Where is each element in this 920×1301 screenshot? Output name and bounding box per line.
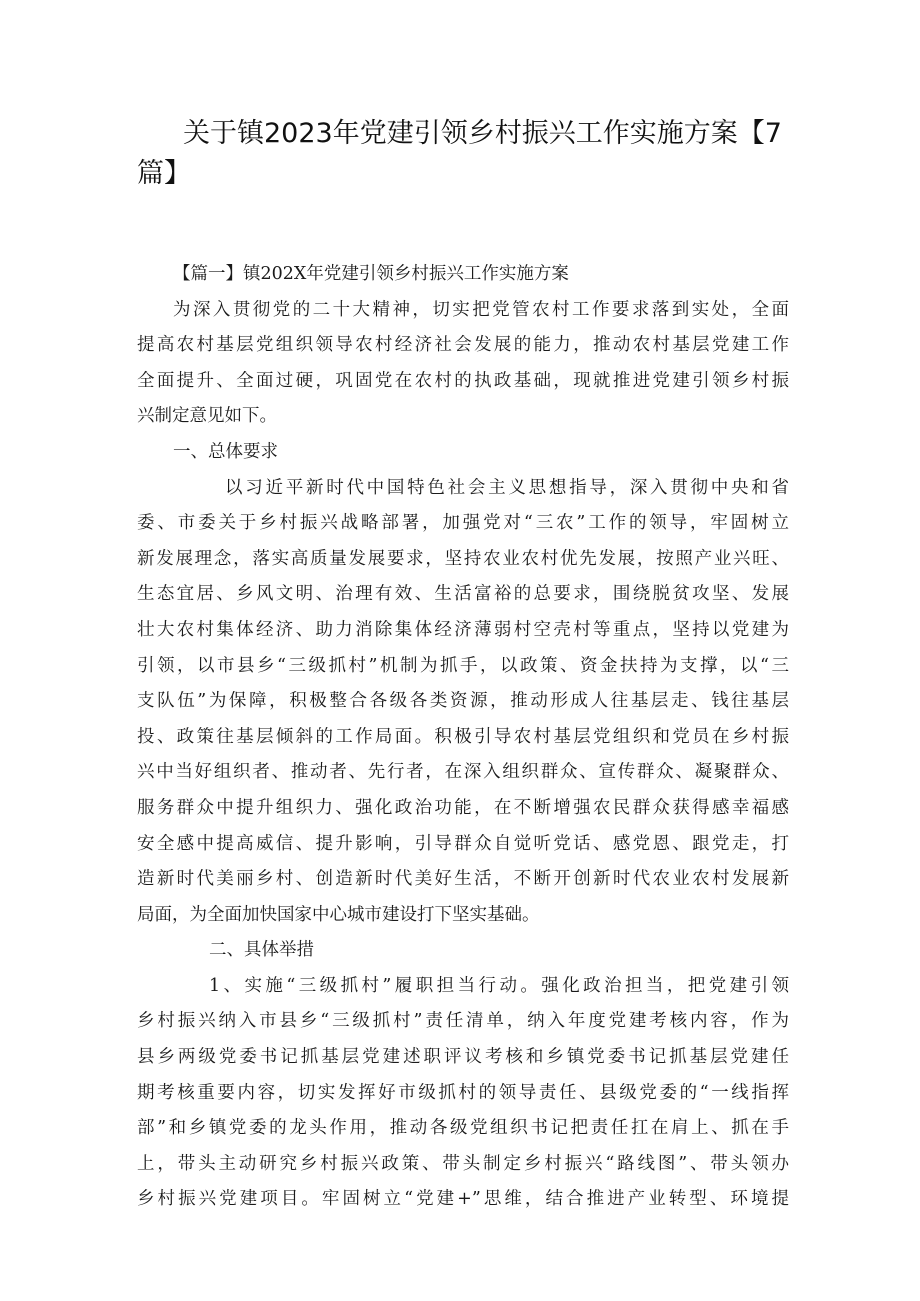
text-line: 县乡两级党委书记抓基层党建述职评议考核和乡镇党委书记抓基层党建任 (137, 1047, 789, 1068)
text-line: 1、实施“三级抓村”履职担当行动。强化政治担当，把党建引领 (209, 975, 789, 996)
document-body (137, 257, 789, 1218)
text-line: 二、具体举措 (209, 940, 314, 961)
text-line: 兴制定意见如下。 (137, 406, 277, 427)
text-line: 服务群众中提升组织力、强化政治功能，在不断增强农民群众获得感幸福感 (137, 797, 789, 818)
text-line: 壮大农村集体经济、助力消除集体经济薄弱村空壳村等重点，坚持以党建为 (137, 619, 789, 640)
text-line: 为深入贯彻党的二十大精神，切实把党管农村工作要求落到实处，全面 (173, 299, 789, 320)
text-line: 以习近平新时代中国特色社会主义思想指导，深入贯彻中央和省 (225, 477, 789, 498)
text-line: 兴中当好组织者、推动者、先行者，在深入组织群众、宣传群众、凝聚群众、 (137, 762, 789, 783)
text-line: 期考核重要内容，切实发挥好市级抓村的领导责任、县级党委的“一线指挥 (137, 1082, 789, 1103)
text-line: 新发展理念，落实高质量发展要求，坚持农业农村优先发展，按照产业兴旺、 (137, 548, 789, 569)
text-line: 委、市委关于乡村振兴战略部署，加强党对“三农”工作的领导，牢固树立 (137, 513, 789, 534)
text-line: 引领，以市县乡“三级抓村”机制为抓手，以政策、资金扶持为支撑，以“三 (137, 655, 789, 676)
document-title: 关于镇2023年党建引领乡村振兴工作实施方案【7篇】 (137, 118, 782, 189)
text-line: 一、总体要求 (173, 441, 278, 462)
text-line: 部”和乡镇党委的龙头作用，推动各级党组织书记把责任扛在肩上、抓在手 (137, 1118, 789, 1139)
text-line: 全面提升、全面过硬，巩固党在农村的执政基础，现就推进党建引领乡村振 (137, 370, 789, 391)
text-line: 乡村振兴党建项目。牢固树立“党建+”思维，结合推进产业转型、环境提 (137, 1189, 789, 1210)
text-line: 提高农村基层党组织领导农村经济社会发展的能力，推动农村基层党建工作 (137, 335, 789, 356)
text-line: 局面，为全面加快国家中心城市建设打下坚实基础。 (137, 904, 540, 925)
text-line: 造新时代美丽乡村、创造新时代美好生活，不断开创新时代农业农村发展新 (137, 869, 789, 890)
text-line: 安全感中提高威信、提升影响，引导群众自觉听党话、感党恩、跟党走，打 (137, 833, 789, 854)
text-line: 乡村振兴纳入市县乡“三级抓村”责任清单，纳入年度党建考核内容，作为 (137, 1011, 789, 1032)
text-line: 投、政策往基层倾斜的工作局面。积极引导农村基层党组织和党员在乡村振 (137, 726, 789, 747)
text-line: 上，带头主动研究乡村振兴政策、带头制定乡村振兴“路线图”、带头领办 (137, 1153, 789, 1174)
text-line: 生态宜居、乡风文明、治理有效、生活富裕的总要求，围绕脱贫攻坚、发展 (137, 584, 789, 605)
text-line: 【篇一】镇202X年党建引领乡村振兴工作实施方案 (173, 264, 569, 284)
text-line: 支队伍”为保障，积极整合各级各类资源，推动形成人往基层走、钱往基层 (137, 691, 789, 712)
